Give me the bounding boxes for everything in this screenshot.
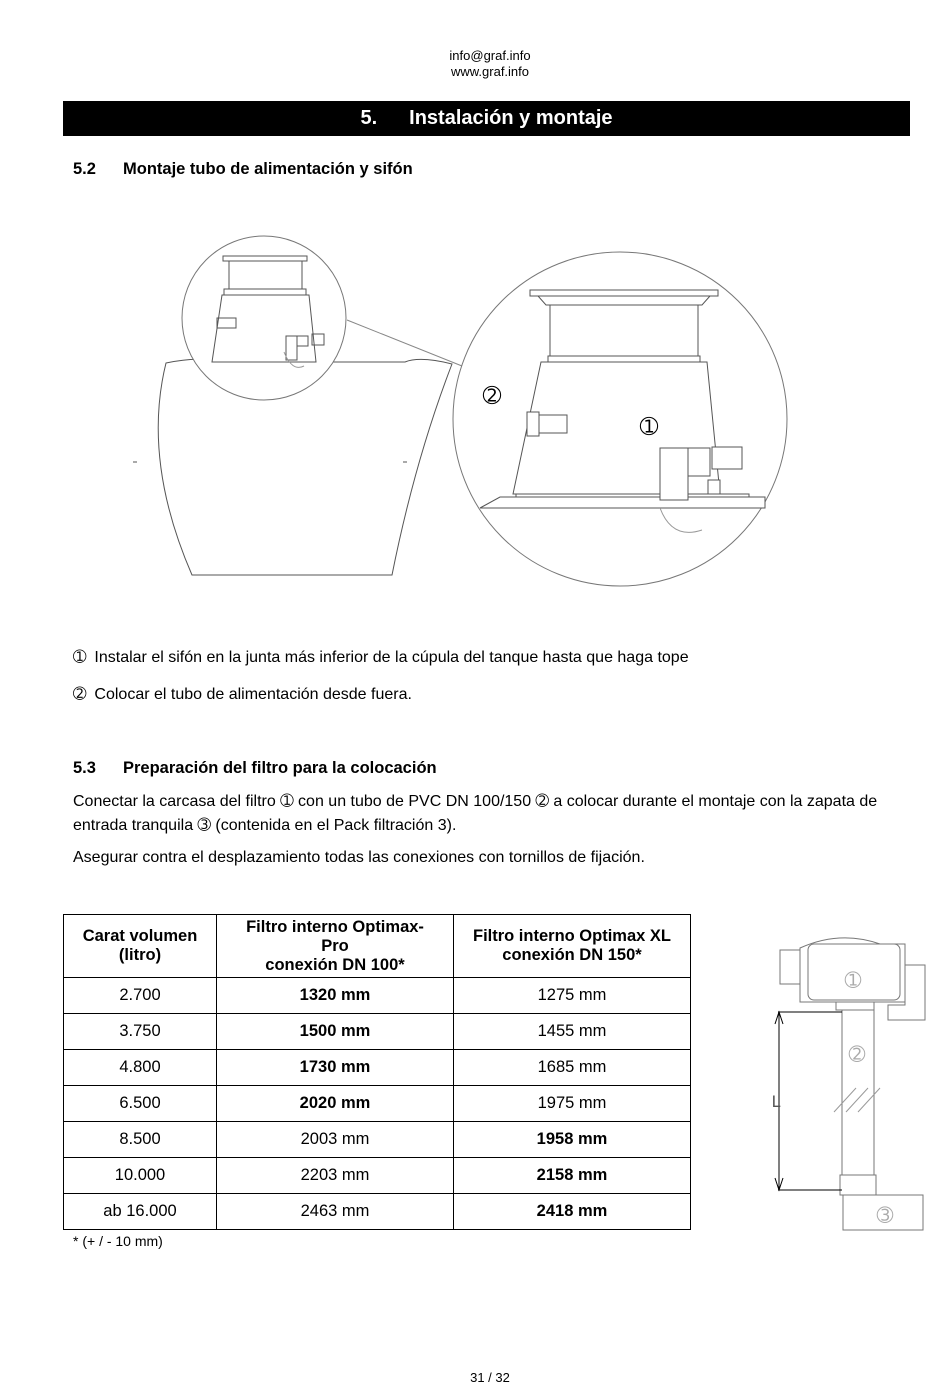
cell-pro: 2003 mm	[217, 1122, 454, 1158]
cell-xl: 1685 mm	[454, 1050, 691, 1086]
cell-xl: 1958 mm	[454, 1122, 691, 1158]
cell-volume: 10.000	[64, 1158, 217, 1194]
cell-pro: 2203 mm	[217, 1158, 454, 1194]
header-line: Carat volumen	[82, 927, 198, 945]
header-line: Filtro interno Optimax-	[246, 917, 424, 936]
cell-volume: 6.500	[64, 1086, 217, 1122]
dimension-label-L: L	[771, 1092, 781, 1111]
cell-pro: 2463 mm	[217, 1194, 454, 1230]
filter-label-3: ➂	[876, 1203, 894, 1227]
header-line: (litro)	[118, 946, 162, 964]
cell-volume: 8.500	[64, 1122, 217, 1158]
cell-xl: 1975 mm	[454, 1086, 691, 1122]
header-line: conexión DN 100*	[265, 955, 405, 974]
para-text: con un tubo de PVC DN 100/150	[293, 793, 536, 810]
cell-volume: ab 16.000	[64, 1194, 217, 1230]
step-2-marker: ➁	[73, 686, 87, 703]
marker-2: ➁	[535, 793, 549, 810]
header-line: conexión DN 150*	[502, 946, 642, 964]
cell-pro: 1320 mm	[217, 978, 454, 1014]
para-text: a colocar durante el montaje con la zapata de entrada tranquila	[73, 793, 878, 834]
para-text: (contenida en el Pack filtración 3).	[210, 817, 457, 834]
step-2-text: Colocar el tubo de alimentación desde fuera.	[94, 686, 412, 703]
subsection-number: 5.3	[73, 759, 96, 777]
figure-label-1: ➀	[639, 415, 659, 440]
marker-1: ➀	[280, 793, 294, 810]
para-text: Conectar la carcasa del filtro	[73, 793, 281, 810]
cell-xl: 1275 mm	[454, 978, 691, 1014]
tolerance-note: * (+ / - 10 mm)	[73, 1233, 163, 1249]
header-line: Pro	[321, 936, 349, 955]
step-1-text: Instalar el sifón en la junta más inferior de la cúpula del tanque hasta que haga tope	[94, 649, 689, 666]
cell-xl: 2158 mm	[454, 1158, 691, 1194]
cell-volume: 4.800	[64, 1050, 217, 1086]
cell-pro: 1730 mm	[217, 1050, 454, 1086]
filter-label-1: ➀	[844, 968, 862, 992]
subsection-number: 5.2	[73, 160, 96, 178]
cell-xl: 2418 mm	[454, 1194, 691, 1230]
header-email: info@graf.info	[449, 48, 531, 63]
cell-volume: 2.700	[64, 978, 217, 1014]
cell-volume: 3.750	[64, 1014, 217, 1050]
marker-3: ➂	[197, 817, 211, 834]
paragraph-fixing-screws: Asegurar contra el desplazamiento todas las conexiones con tornillos de fijación.	[73, 849, 645, 866]
cell-pro: 1500 mm	[217, 1014, 454, 1050]
section-title: Instalación y montaje	[409, 107, 613, 129]
filter-label-2: ➁	[848, 1042, 866, 1066]
subsection-title: Preparación del filtro para la colocación	[123, 759, 437, 777]
header-website: www.graf.info	[450, 64, 530, 79]
step-1-marker: ➀	[73, 649, 87, 666]
cell-pro: 2020 mm	[217, 1086, 454, 1122]
cell-xl: 1455 mm	[454, 1014, 691, 1050]
figure-label-2: ➁	[482, 384, 502, 409]
page-number: 31 / 32	[470, 1370, 510, 1385]
subsection-title: Montaje tubo de alimentación y sifón	[123, 160, 413, 178]
section-number: 5.	[360, 107, 378, 129]
header-line: Filtro interno Optimax XL	[472, 927, 671, 945]
